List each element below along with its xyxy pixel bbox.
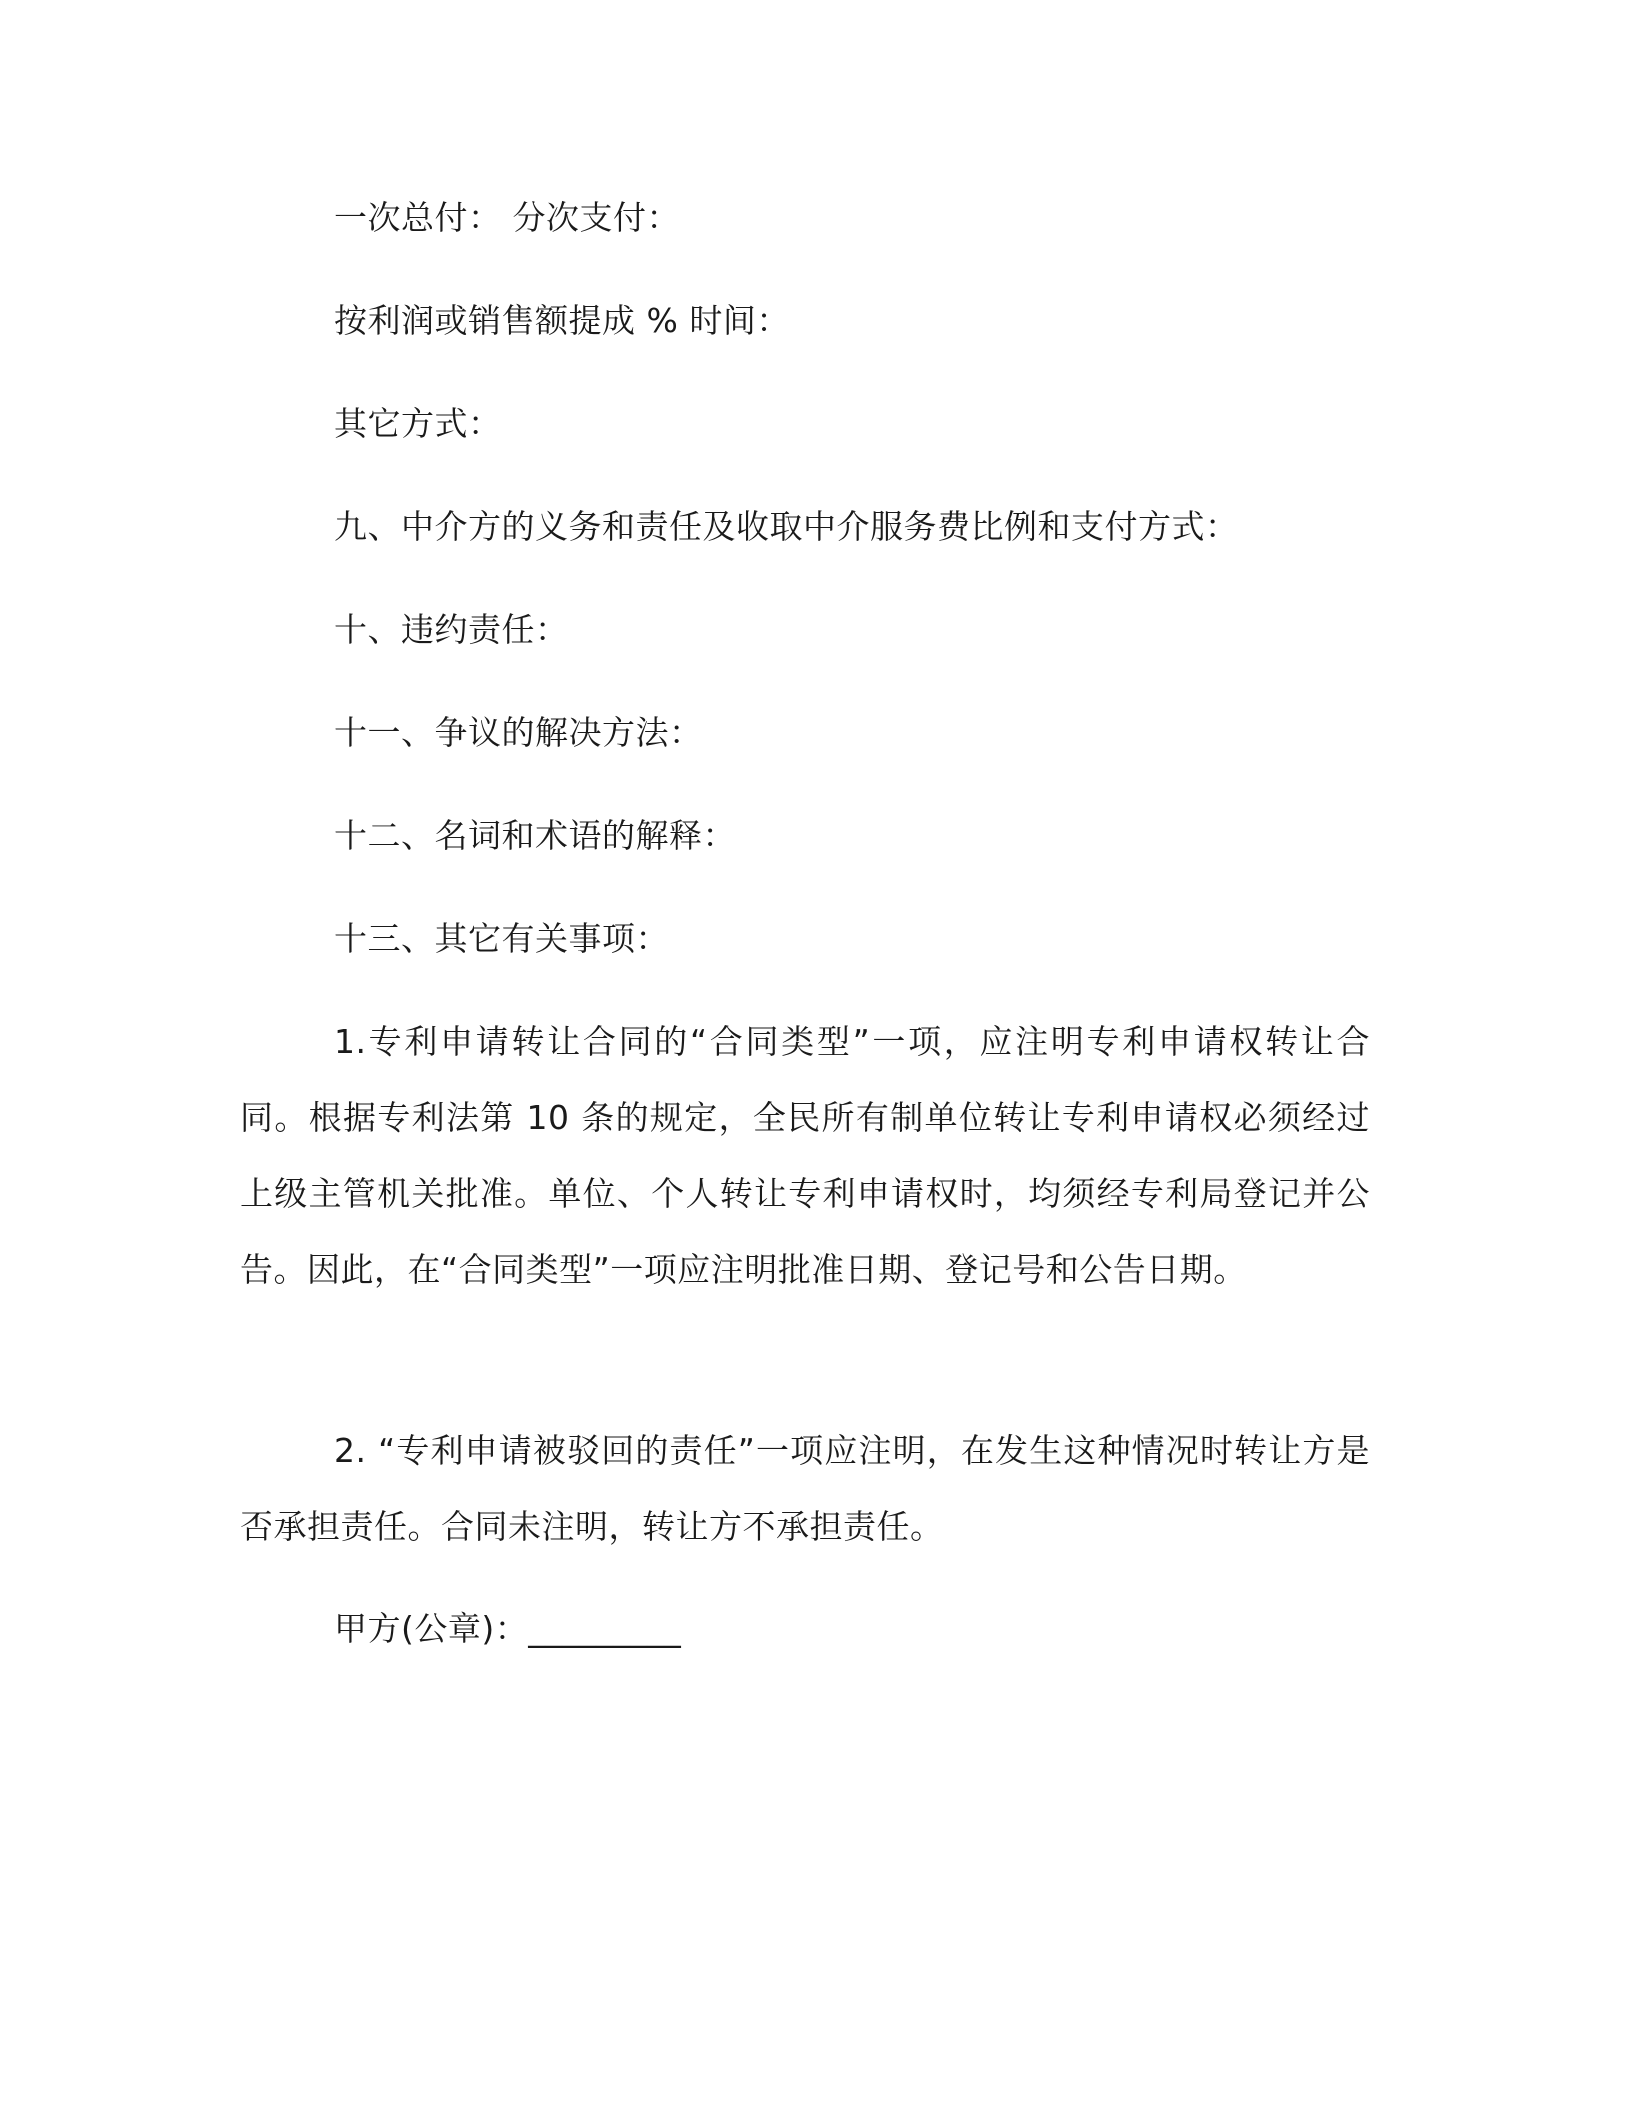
- note-1-paragraph: 1.专利申请转让合同的“合同类型”一项，应注明专利申请权转让合同。根据专利法第 10 条的规定，全民所有制单位转让专利申请权必须经过上级主管机关批准。单位、个人转让专利申请权时，均须经专利局登记并公告。因此，在“合同类型”一项应注明批准日期、登记号和公告日期。: [240, 1022, 1370, 1289]
- section-13-heading: 十三、其它有关事项：: [334, 919, 669, 958]
- section-12-heading: 十二、名词和术语的解释：: [334, 816, 736, 855]
- payment-other-line: 其它方式：: [334, 404, 502, 443]
- note-2-paragraph: 2. “专利申请被驳回的责任”一项应注明，在发生这种情况时转让方是否承担责任。合同未注明，转让方不承担责任。: [240, 1431, 1370, 1546]
- section-11-heading: 十一、争议的解决方法：: [334, 713, 703, 752]
- payment-royalty-line: 按利润或销售额提成 % 时间：: [334, 301, 790, 340]
- payment-lump-sum-line: 一次总付： 分次支付：: [334, 198, 680, 237]
- party-a-signature-line: 甲方(公章)：_________: [334, 1609, 682, 1648]
- section-10-heading: 十、违约责任：: [334, 610, 569, 649]
- section-9-heading: 九、中介方的义务和责任及收取中介服务费比例和支付方式：: [334, 507, 1239, 546]
